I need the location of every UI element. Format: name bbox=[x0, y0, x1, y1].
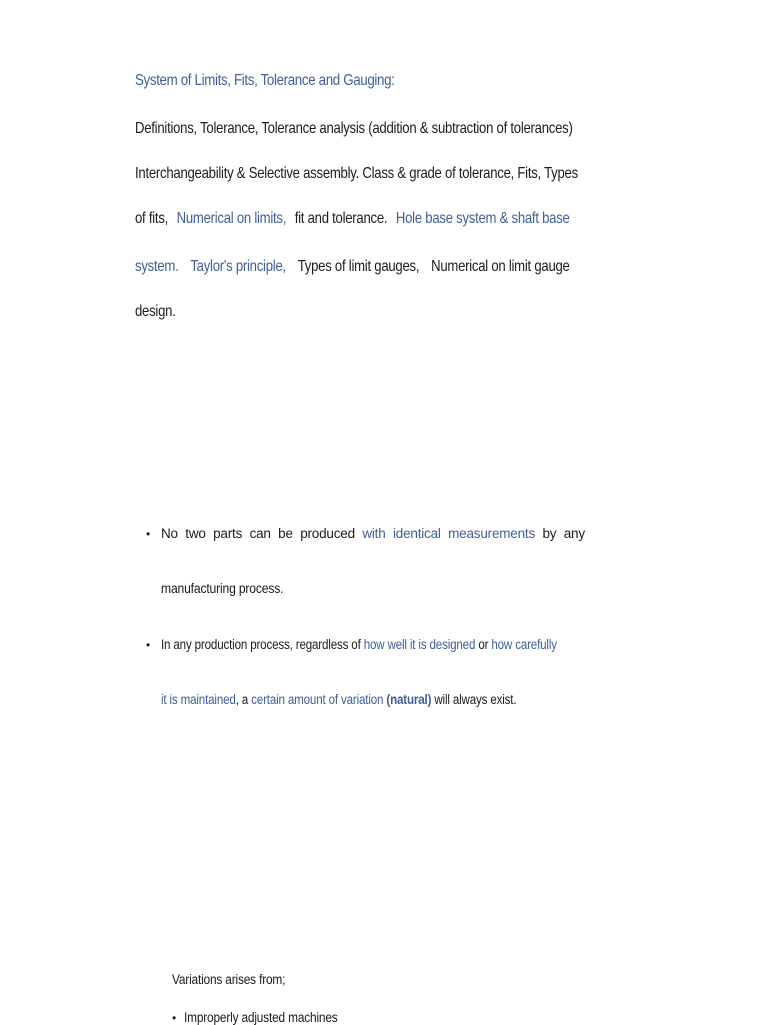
highlight-text: it is maintained bbox=[161, 692, 236, 707]
text-types-of-limit-gauges: Types of limit gauges, bbox=[297, 258, 420, 275]
syllabus-line-2: Interchangeability & Selective assembly. Class & grade of tolerance, Fits, Types bbox=[135, 165, 578, 182]
word: be bbox=[278, 526, 293, 541]
highlight-text: how carefully bbox=[491, 637, 557, 652]
highlight-word: measurements bbox=[448, 526, 536, 541]
word: produced bbox=[300, 526, 355, 541]
bullet-marker: • bbox=[172, 1011, 177, 1025]
text: or bbox=[475, 637, 492, 652]
link-hole-base-system: Hole base system & shaft base bbox=[395, 210, 570, 227]
word: parts bbox=[213, 526, 243, 541]
bullet-item-2-continuation bbox=[161, 692, 516, 707]
bullet-marker: • bbox=[146, 527, 151, 541]
syllabus-line-4 bbox=[135, 258, 570, 276]
text: , a bbox=[235, 692, 252, 707]
text-numerical-on-limit-gauge: Numerical on limit gauge bbox=[431, 258, 570, 275]
highlight-bold-text: (natural) bbox=[383, 692, 432, 707]
syllabus-line-1: Definitions, Tolerance, Tolerance analysis (addition & subtraction of tolerances) bbox=[135, 120, 573, 137]
variations-heading: Variations arises from; bbox=[172, 972, 286, 987]
text: will always exist. bbox=[431, 692, 517, 707]
text-of-fits: of fits, bbox=[135, 210, 169, 227]
text-system: system. bbox=[135, 258, 179, 275]
word: any bbox=[563, 526, 585, 541]
word: can bbox=[249, 526, 271, 541]
bullet-item-2 bbox=[161, 637, 557, 652]
section-title: System of Limits, Fits, Tolerance and Gauging: bbox=[135, 72, 395, 89]
bullet-item-1 bbox=[161, 526, 585, 541]
highlight-word: with bbox=[362, 526, 386, 541]
variation-item-1: Improperly adjusted machines bbox=[184, 1010, 338, 1025]
word: No bbox=[161, 526, 178, 541]
highlight-word: identical bbox=[392, 526, 441, 541]
syllabus-line-3 bbox=[135, 210, 570, 228]
link-numerical-on-limits: Numerical on limits, bbox=[176, 210, 287, 227]
word: two bbox=[185, 526, 206, 541]
syllabus-line-5: design. bbox=[135, 303, 176, 320]
bullet-item-1-continuation: manufacturing process. bbox=[161, 581, 284, 596]
text-fit-and-tolerance: fit and tolerance. bbox=[294, 210, 388, 227]
link-taylors-principle: Taylor's principle, bbox=[190, 258, 286, 275]
bullet-marker: • bbox=[146, 638, 151, 652]
highlight-text: how well it is designed bbox=[363, 637, 476, 652]
word: by bbox=[542, 526, 557, 541]
text: In any production process, regardless of bbox=[161, 637, 364, 652]
highlight-text: certain amount of variation bbox=[251, 692, 384, 707]
